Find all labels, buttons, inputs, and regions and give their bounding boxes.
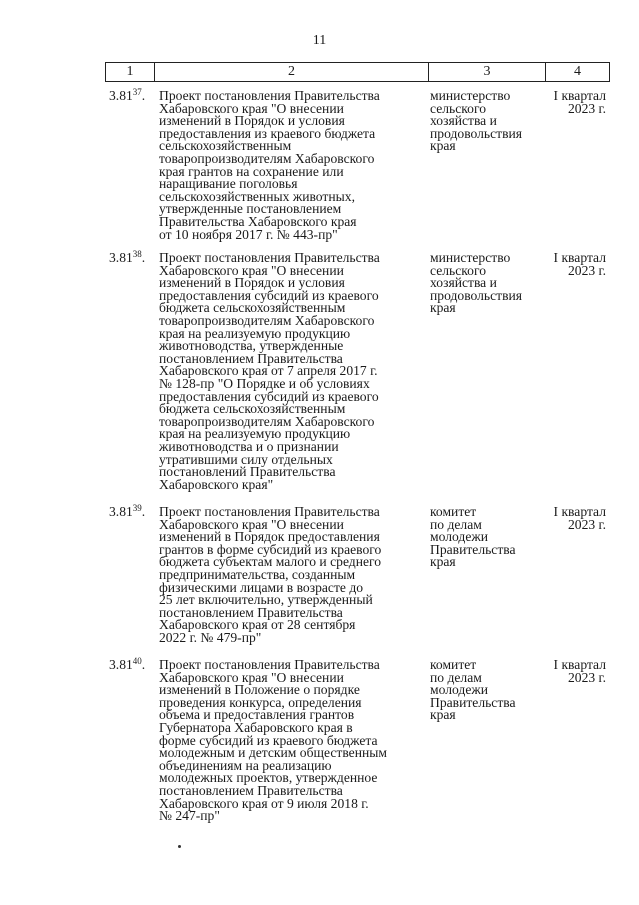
item-deadline-line: 2023 г. bbox=[567, 262, 606, 278]
item-title-line: № 247-пр" bbox=[159, 808, 220, 824]
item-executor-line: Правительства bbox=[430, 694, 516, 710]
item-title-line: Хабаровского края от 28 сентября bbox=[159, 617, 356, 633]
item-title bbox=[159, 659, 429, 823]
item-title-line: изменений в Порядок предоставления bbox=[159, 529, 380, 545]
item-executor-line: хозяйства и bbox=[430, 113, 497, 129]
column-header-2: 2 bbox=[155, 63, 429, 81]
item-number bbox=[109, 249, 157, 265]
item-title-line: края на реализуемую продукцию bbox=[159, 325, 351, 341]
item-title-line: от 10 ноября 2017 г. № 443-пр" bbox=[159, 226, 338, 242]
table-header bbox=[105, 62, 610, 82]
item-number-base: 3.81 bbox=[109, 88, 133, 103]
item-deadline bbox=[540, 659, 606, 684]
item-title-line: Хабаровского края" bbox=[159, 476, 274, 492]
item-title-line: грантов в форме субсидий из краевого bbox=[159, 541, 382, 557]
item-title-line: Хабаровского края "О внесении bbox=[159, 669, 344, 685]
item-deadline-line: I квартал bbox=[553, 657, 606, 672]
item-executor-line: края bbox=[430, 300, 456, 316]
item-title-line: молодежным и детским общественным bbox=[159, 745, 387, 761]
item-title-line: постановлений Правительства bbox=[159, 464, 336, 480]
item-number-superscript: 37 bbox=[132, 87, 142, 97]
item-title-line: 2022 г. № 479-пр" bbox=[159, 629, 262, 645]
item-executor bbox=[430, 659, 542, 722]
item-executor bbox=[430, 252, 542, 315]
item-number bbox=[109, 656, 157, 672]
item-title-line: Хабаровского края "О внесении bbox=[159, 262, 344, 278]
item-executor bbox=[430, 506, 542, 569]
item-deadline-line: I квартал bbox=[553, 88, 606, 103]
item-executor-line: хозяйства и bbox=[430, 275, 497, 291]
item-executor-line: сельского bbox=[430, 262, 486, 278]
item-number-superscript: 39 bbox=[132, 503, 142, 513]
item-title-line: Проект постановления Правительства bbox=[159, 88, 380, 103]
item-title-line: объединениям на реализацию bbox=[159, 757, 332, 773]
item-title-line: сельскохозяйственным bbox=[159, 138, 292, 154]
item-deadline bbox=[540, 506, 606, 531]
item-title-line: изменений в Порядок и условия bbox=[159, 275, 345, 291]
item-title-line: сельскохозяйственных животных, bbox=[159, 188, 355, 204]
item-executor-line: края bbox=[430, 554, 456, 570]
item-title-line: Хабаровского края "О внесении bbox=[159, 100, 344, 116]
column-header-4: 4 bbox=[574, 64, 581, 79]
item-executor-line: комитет bbox=[430, 504, 477, 519]
item-deadline-line: 2023 г. bbox=[567, 669, 606, 685]
item-title-line: животноводства и о признании bbox=[159, 438, 339, 454]
item-title-line: постановлением Правительства bbox=[159, 782, 343, 798]
item-title-line: предоставления субсидий из краевого bbox=[159, 388, 379, 404]
page-number: 11 bbox=[312, 33, 327, 48]
item-title-line: товаропроизводителям Хабаровского bbox=[159, 150, 375, 166]
item-number-base: 3.81 bbox=[109, 504, 133, 519]
item-deadline bbox=[540, 252, 606, 277]
item-title-line: бюджета сельскохозяйственным bbox=[159, 401, 346, 417]
item-title-line: животноводства, утвержденные bbox=[159, 338, 344, 354]
item-number-superscript: 38 bbox=[132, 249, 142, 259]
item-title-line: края грантов на сохранение или bbox=[159, 163, 344, 179]
item-title-line: Хабаровского края от 9 июля 2018 г. bbox=[159, 795, 369, 811]
item-executor-line: продовольствия bbox=[430, 125, 523, 141]
item-title-line: объема и предоставления грантов bbox=[159, 707, 355, 723]
item-executor-line: края bbox=[430, 138, 456, 154]
item-executor-line: Правительства bbox=[430, 541, 516, 557]
item-executor-line: по делам bbox=[430, 669, 482, 685]
item-executor-line: молодежи bbox=[430, 682, 489, 698]
item-executor bbox=[430, 90, 542, 153]
item-deadline-line: I квартал bbox=[553, 250, 606, 265]
item-title-line: форме субсидий из краевого бюджета bbox=[159, 732, 378, 748]
item-title bbox=[159, 90, 429, 241]
item-deadline-line: 2023 г. bbox=[567, 100, 606, 116]
item-title-line: физическими лицами в возрасте до bbox=[159, 579, 364, 595]
item-executor-line: по делам bbox=[430, 516, 482, 532]
item-title-line: предоставления субсидий из краевого bbox=[159, 287, 379, 303]
item-deadline-line: I квартал bbox=[553, 504, 606, 519]
column-header-3: 3 bbox=[429, 63, 546, 81]
item-title-line: Проект постановления Правительства bbox=[159, 504, 380, 519]
item-title-line: товаропроизводителям Хабаровского bbox=[159, 413, 375, 429]
item-number-base: 3.81 bbox=[109, 250, 133, 265]
item-title-line: изменений в Положение о порядке bbox=[159, 682, 360, 698]
item-title-line: утратившими силу отдельных bbox=[159, 451, 333, 467]
item-executor-line: молодежи bbox=[430, 529, 489, 545]
item-title-line: края на реализуемую продукцию bbox=[159, 426, 351, 442]
item-title-line: изменений в Порядок и условия bbox=[159, 113, 345, 129]
item-title-line: № 128-пр "О Порядке и об условиях bbox=[159, 375, 370, 391]
item-title-line: товаропроизводителям Хабаровского bbox=[159, 312, 375, 328]
item-executor-line: министерство bbox=[430, 88, 511, 103]
item-title-line: Хабаровского края "О внесении bbox=[159, 516, 344, 532]
item-title-line: Правительства Хабаровского края bbox=[159, 213, 357, 229]
item-title bbox=[159, 506, 429, 645]
item-title-line: бюджета субъектам малого и среднего bbox=[159, 554, 382, 570]
item-title-line: 25 лет включительно, утвержденный bbox=[159, 592, 373, 608]
item-deadline bbox=[540, 90, 606, 115]
item-executor-line: края bbox=[430, 707, 456, 723]
item-number bbox=[109, 503, 157, 519]
item-title-line: постановлением Правительства bbox=[159, 350, 343, 366]
item-title-line: Хабаровского края от 7 апреля 2017 г. bbox=[159, 363, 378, 379]
item-title-line: постановлением Правительства bbox=[159, 604, 343, 620]
item-executor-line: сельского bbox=[430, 100, 486, 116]
item-number-period: . bbox=[141, 250, 146, 265]
item-executor-line: комитет bbox=[430, 657, 477, 672]
column-header-1: 1 bbox=[106, 63, 155, 81]
item-number-base: 3.81 bbox=[109, 657, 133, 672]
item-number-period: . bbox=[141, 88, 146, 103]
item-number-period: . bbox=[141, 504, 146, 519]
item-title-line: Проект постановления Правительства bbox=[159, 657, 380, 672]
item-executor-line: продовольствия bbox=[430, 287, 523, 303]
item-title-line: Проект постановления Правительства bbox=[159, 250, 380, 265]
item-title-line: предоставления из краевого бюджета bbox=[159, 125, 376, 141]
item-title-line: молодежных проектов, утвержденное bbox=[159, 770, 378, 786]
item-title-line: наращивание поголовья bbox=[159, 176, 298, 192]
item-title-line: утвержденные постановлением bbox=[159, 201, 342, 217]
item-executor-line: министерство bbox=[430, 250, 511, 265]
item-title-line: проведения конкурса, определения bbox=[159, 694, 362, 710]
item-title bbox=[159, 252, 429, 491]
item-title-line: бюджета сельскохозяйственным bbox=[159, 300, 346, 316]
item-deadline-line: 2023 г. bbox=[567, 516, 606, 532]
scan-speck bbox=[178, 845, 181, 848]
item-title-line: Губернатора Хабаровского края в bbox=[159, 719, 353, 735]
item-number-superscript: 40 bbox=[132, 656, 142, 666]
item-title-line: предпринимательства, созданным bbox=[159, 566, 356, 582]
item-number bbox=[109, 87, 157, 103]
item-number-period: . bbox=[141, 657, 146, 672]
